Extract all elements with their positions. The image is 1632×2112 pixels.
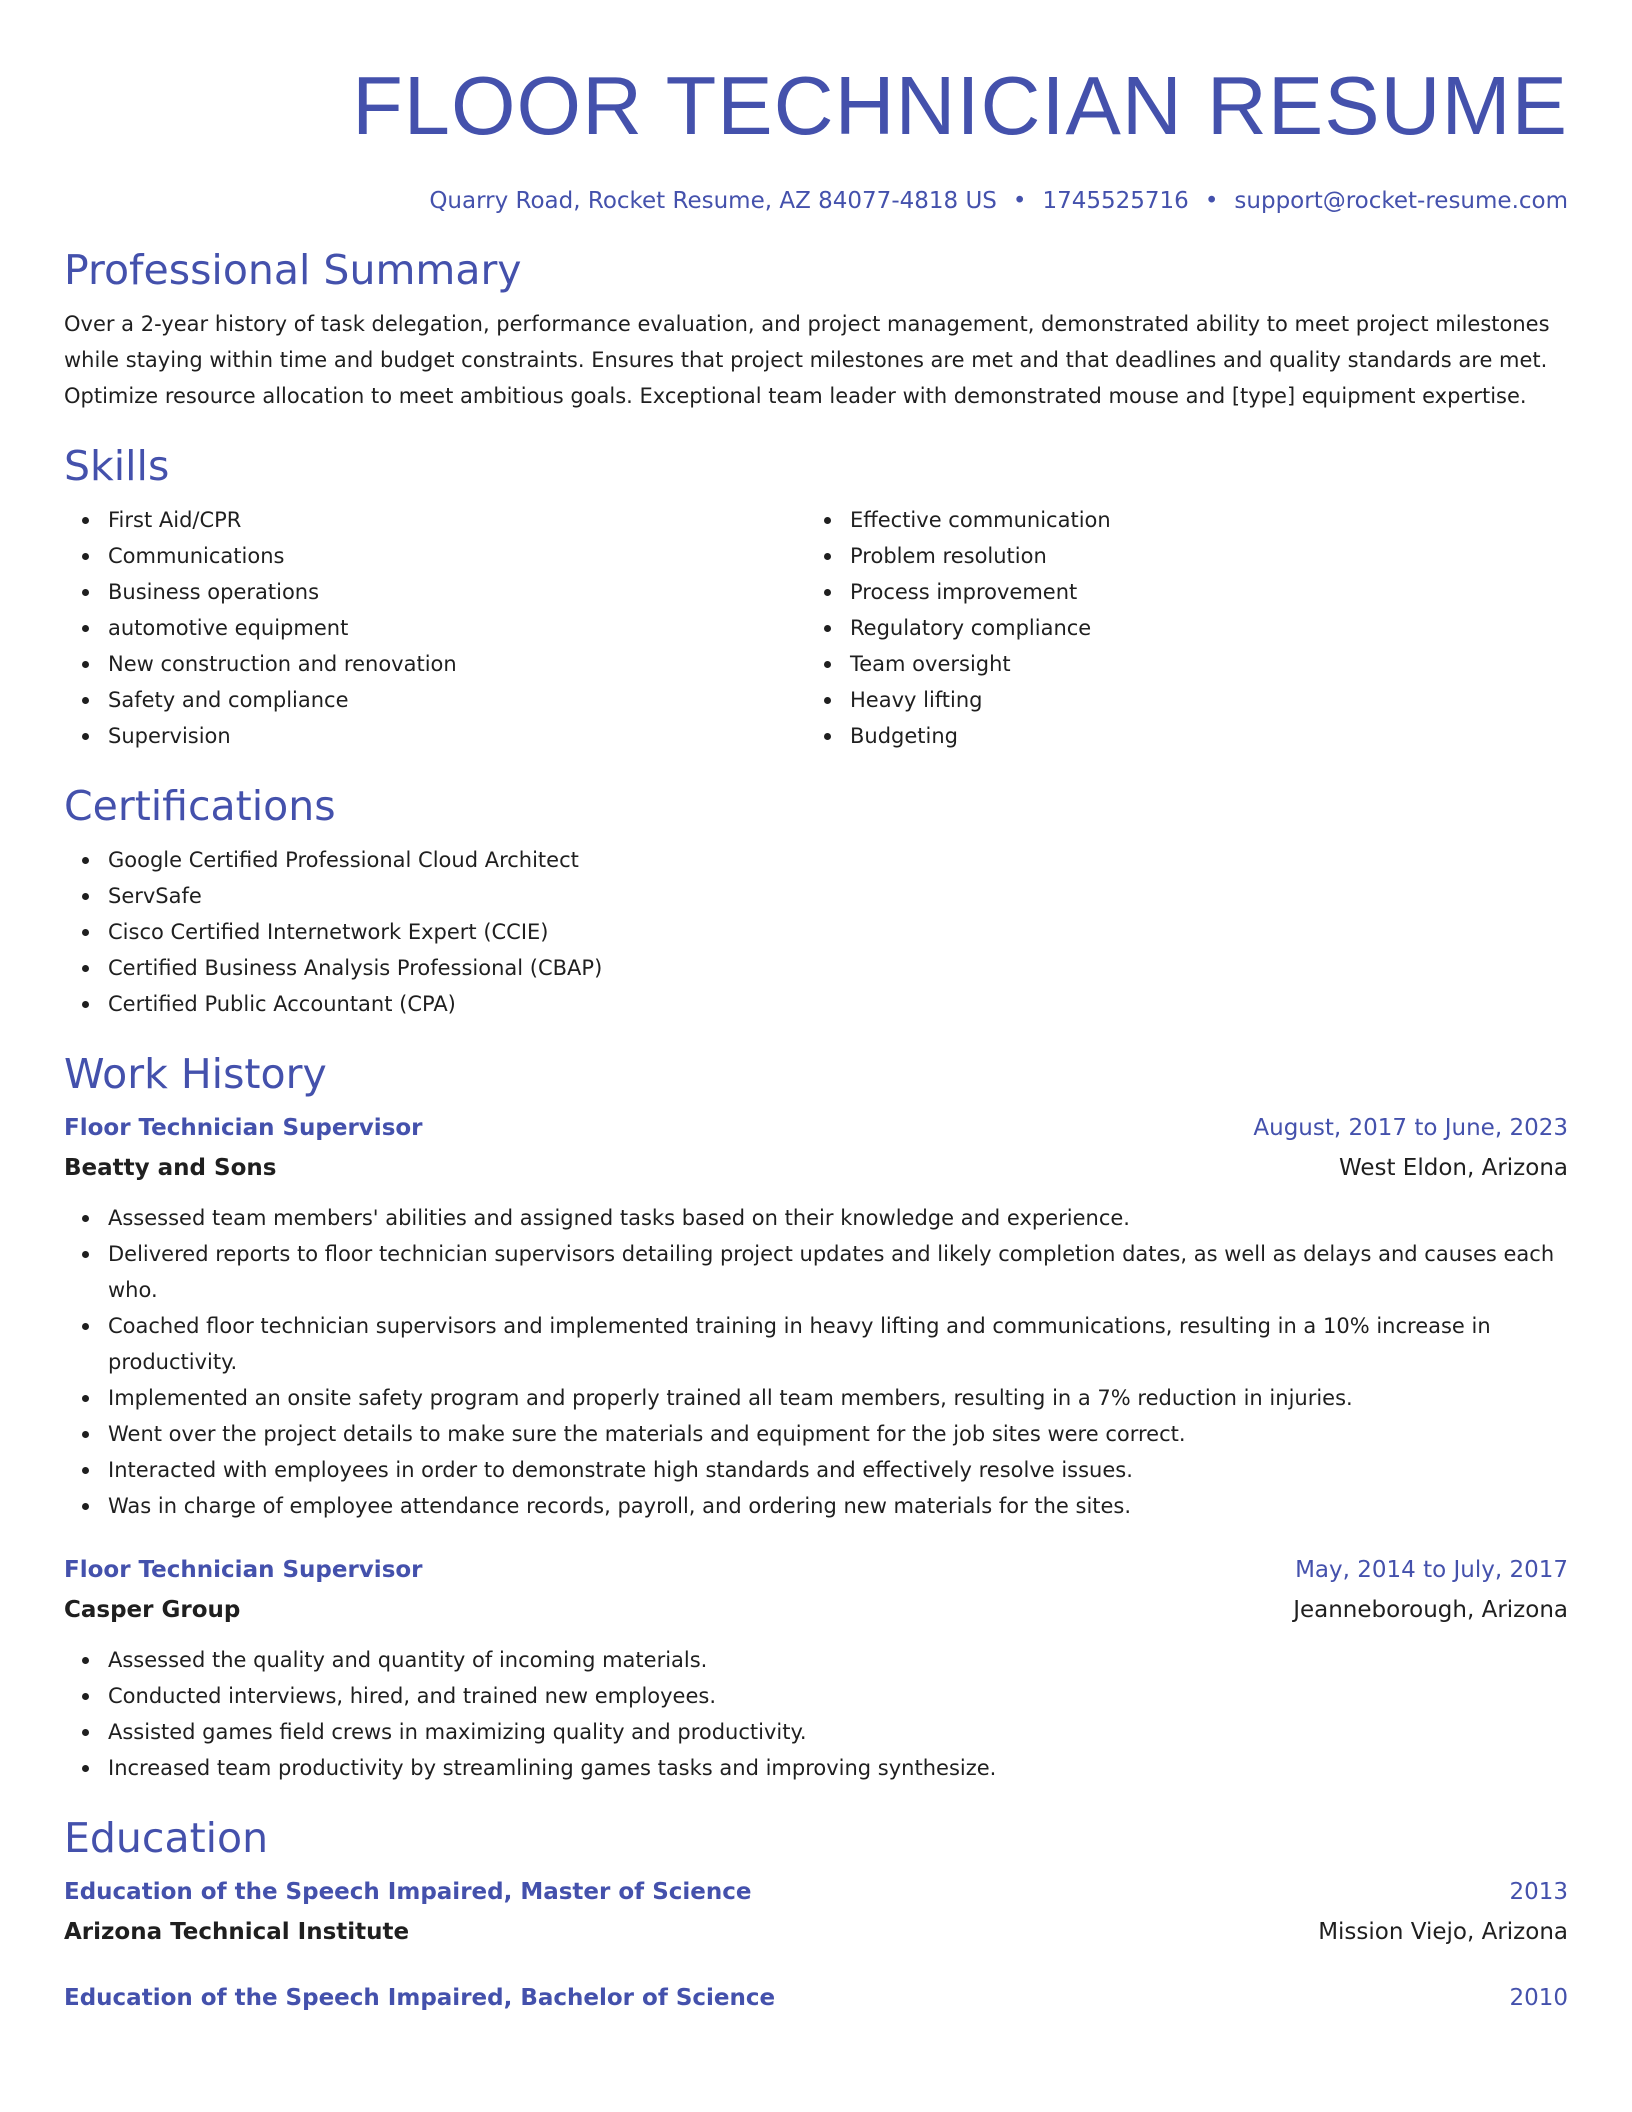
contact-email[interactable]: support@rocket-resume.com bbox=[1234, 188, 1568, 214]
skill-item: Regulatory compliance bbox=[850, 610, 1548, 646]
job-title-row bbox=[64, 1108, 1568, 1148]
education-list bbox=[64, 1872, 1568, 2018]
job-bullet: Assisted games field crews in maximizing quality and productivity. bbox=[108, 1714, 1568, 1750]
skill-item: Supervision bbox=[108, 718, 806, 754]
skills-section bbox=[64, 442, 1568, 754]
certification-item: Cisco Certified Internetwork Expert (CCIE) bbox=[108, 914, 1568, 950]
work-section bbox=[64, 1050, 1568, 1786]
education-entry bbox=[64, 1872, 1568, 1952]
education-school: Arizona Technical Institute bbox=[64, 1919, 410, 1945]
education-section bbox=[64, 1814, 1568, 2018]
education-entry bbox=[64, 1978, 1568, 2018]
contact-separator: • bbox=[1204, 188, 1219, 214]
section-heading-summary: Professional Summary bbox=[64, 246, 522, 294]
education-degree: Education of the Speech Impaired, Master of Science bbox=[64, 1879, 752, 1905]
skills-list-right bbox=[806, 502, 1548, 754]
skill-item: automotive equipment bbox=[108, 610, 806, 646]
skills-column-left bbox=[64, 502, 806, 754]
skill-item: Safety and compliance bbox=[108, 682, 806, 718]
job-bullet: Delivered reports to floor technician supervisors detailing project updates and likely completion dates, as well as delays and causes each who. bbox=[108, 1236, 1568, 1308]
skill-item: Team oversight bbox=[850, 646, 1548, 682]
section-heading-certifications: Certifications bbox=[64, 782, 336, 830]
skills-list-left bbox=[64, 502, 806, 754]
skill-item: New construction and renovation bbox=[108, 646, 806, 682]
contact-line bbox=[64, 186, 1568, 216]
job-location: West Eldon, Arizona bbox=[1338, 1155, 1568, 1181]
job-bullet: Assessed team members' abilities and assigned tasks based on their knowledge and experience. bbox=[108, 1200, 1568, 1236]
education-school-row bbox=[64, 1912, 1568, 1952]
job-bullet: Went over the project details to make sure the materials and equipment for the job sites were correct. bbox=[108, 1416, 1568, 1452]
skill-item: Business operations bbox=[108, 574, 806, 610]
certification-item: Certified Business Analysis Professional (CBAP) bbox=[108, 950, 1568, 986]
skill-item: First Aid/CPR bbox=[108, 502, 806, 538]
resume-header bbox=[64, 0, 1568, 216]
job-dates: May, 2014 to July, 2017 bbox=[1295, 1557, 1568, 1583]
job-bullet: Was in charge of employee attendance records, payroll, and ordering new materials for the sites. bbox=[108, 1488, 1568, 1524]
job-company: Casper Group bbox=[64, 1597, 241, 1623]
job-company-row bbox=[64, 1590, 1568, 1630]
education-degree: Education of the Speech Impaired, Bachelor of Science bbox=[64, 1985, 776, 2011]
summary-section bbox=[64, 246, 1568, 414]
job-bullets bbox=[64, 1642, 1568, 1786]
job-title-row bbox=[64, 1550, 1568, 1590]
job-bullet: Interacted with employees in order to demonstrate high standards and effectively resolve issues. bbox=[108, 1452, 1568, 1488]
skills-columns bbox=[64, 502, 1568, 754]
job-entry bbox=[64, 1108, 1568, 1524]
job-bullet: Assessed the quality and quantity of incoming materials. bbox=[108, 1642, 1568, 1678]
education-location: Mission Viejo, Arizona bbox=[1318, 1919, 1568, 1945]
job-title: Floor Technician Supervisor bbox=[64, 1115, 423, 1141]
certification-item: Certified Public Accountant (CPA) bbox=[108, 986, 1568, 1022]
contact-address: Quarry Road, Rocket Resume, AZ 84077-4818 US bbox=[429, 188, 997, 214]
contact-phone: 1745525716 bbox=[1042, 188, 1189, 214]
skill-item: Problem resolution bbox=[850, 538, 1548, 574]
certification-item: Google Certified Professional Cloud Architect bbox=[108, 842, 1568, 878]
job-location: Jeanneborough, Arizona bbox=[1293, 1597, 1568, 1623]
education-degree-row bbox=[64, 1872, 1568, 1912]
skill-item: Heavy lifting bbox=[850, 682, 1548, 718]
job-bullet: Coached floor technician supervisors and implemented training in heavy lifting and communications, resulting in a 10% increase in productivity. bbox=[108, 1308, 1568, 1380]
education-year: 2013 bbox=[1509, 1879, 1568, 1905]
skills-column-right bbox=[806, 502, 1548, 754]
skill-item: Process improvement bbox=[850, 574, 1548, 610]
contact-separator: • bbox=[1012, 188, 1027, 214]
education-degree-row bbox=[64, 1978, 1568, 2018]
job-bullet: Increased team productivity by streamlining games tasks and improving synthesize. bbox=[108, 1750, 1568, 1786]
certifications-list bbox=[64, 842, 1568, 1022]
certification-item: ServSafe bbox=[108, 878, 1568, 914]
skill-item: Effective communication bbox=[850, 502, 1548, 538]
resume-title: FLOOR TECHNICIAN RESUME bbox=[352, 59, 1568, 152]
job-list bbox=[64, 1108, 1568, 1786]
certifications-section bbox=[64, 782, 1568, 1022]
job-bullet: Conducted interviews, hired, and trained new employees. bbox=[108, 1678, 1568, 1714]
job-bullet: Implemented an onsite safety program and properly trained all team members, resulting in a 7% reduction in injuries. bbox=[108, 1380, 1568, 1416]
education-year: 2010 bbox=[1509, 1985, 1568, 2011]
skill-item: Budgeting bbox=[850, 718, 1548, 754]
summary-text: Over a 2-year history of task delegation, performance evaluation, and project management, demonstrated ability to meet project milestones while staying within time and budget constraints. Ensures that project milestones are met and that deadlines and quality standards are met. Optimize resource allocation to meet ambitious goals. Exceptional team leader with demonstrated mouse and [type] equipment expertise. bbox=[64, 312, 1550, 408]
skill-item: Communications bbox=[108, 538, 806, 574]
section-heading-work: Work History bbox=[64, 1050, 327, 1098]
job-entry bbox=[64, 1550, 1568, 1786]
section-heading-education: Education bbox=[64, 1814, 269, 1862]
job-title: Floor Technician Supervisor bbox=[64, 1557, 423, 1583]
job-dates: August, 2017 to June, 2023 bbox=[1253, 1115, 1568, 1141]
job-company-row bbox=[64, 1148, 1568, 1188]
job-company: Beatty and Sons bbox=[64, 1155, 277, 1181]
job-bullets bbox=[64, 1200, 1568, 1524]
section-heading-skills: Skills bbox=[64, 442, 170, 490]
